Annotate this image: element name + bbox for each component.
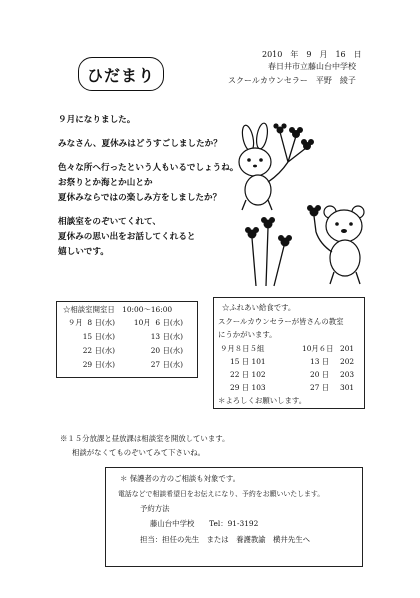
intro-line: みなさん、夏休みはどうすごしましたか？ (58, 139, 222, 149)
schedule-date: 22 日(水) (82, 346, 115, 355)
lunch-class: 301 (340, 383, 355, 392)
school-name: 春日井市立藤山台中学校 (268, 62, 356, 71)
intro-line: お祭りとか海とか山とか (58, 178, 153, 188)
schedule-date: 15 日(水) (82, 332, 115, 341)
lunch-description: スクールカウンセラーが皆さんの教室 (218, 317, 344, 326)
lunch-description: にうかがいます。 (218, 330, 277, 339)
open-room-notice-sub: 相談がなくてものぞいてみて下さいね。 (72, 448, 206, 457)
open-room-notice: ※１５分放課と昼放課は相談室を開放しています。 (60, 434, 230, 443)
lunch-date-class: 15 日 101 (230, 357, 266, 366)
lunch-date: 20 日 (310, 370, 330, 379)
schedule-date: ９月 8 日(水) (67, 318, 115, 327)
intro-line (58, 206, 238, 215)
lunch-date: 13 日 (310, 357, 330, 366)
contact-phone: 藤山台中学校 Tel：91-3192 (150, 519, 259, 528)
lunch-heading: ☆ふれあい給食です。 (222, 303, 296, 312)
consultation-schedule-box (56, 301, 198, 378)
intro-line: ９月になりました。 (58, 115, 136, 125)
schedule-date: 10月 6 日(水) (133, 318, 183, 327)
lunch-class: 202 (340, 357, 355, 366)
schedule-heading: ☆相談室開室日 10:00～16:00 (63, 305, 173, 314)
schedule-date: 13 日(水) (150, 332, 183, 341)
contact-line: 担当：担任の先生 または 養護教諭 横井先生へ (140, 535, 310, 544)
intro-line: 色々な所へ行ったという人もいるでしょうね。 (58, 163, 239, 173)
intro-line (58, 152, 238, 161)
parent-contact-box (105, 467, 363, 567)
lunch-date-class: ９月８日５組 (220, 344, 265, 353)
lunch-class: 201 (340, 344, 355, 353)
contact-line: 予約方法 (140, 504, 170, 513)
contact-line: 電話などで相談希望日をお伝えになり、予約をお願いいたします。 (118, 490, 325, 498)
intro-text (58, 113, 238, 260)
schedule-date: 20 日(水) (150, 346, 183, 355)
author-line: スクールカウンセラー 平野 綾子 (228, 76, 356, 85)
bear-with-flowers-illustration (244, 198, 374, 290)
school-lunch-visit-box (213, 297, 365, 409)
contact-line: ＊ 保護者の方のご相談も対象です。 (120, 474, 241, 483)
schedule-date: 29 日(水) (82, 360, 115, 369)
schedule-date: 27 日(水) (150, 360, 183, 369)
lunch-date-class: 22 日 102 (230, 370, 266, 379)
lunch-date: 27 日 (310, 383, 330, 392)
intro-line: 嬉しいです。 (58, 247, 109, 257)
lunch-class: 203 (340, 370, 355, 379)
intro-line: 相談室をのぞいてくれて、 (58, 217, 161, 227)
issue-date: 2010 年 9 月 16 日 (262, 50, 362, 59)
intro-line (58, 128, 238, 137)
lunch-date-class: 29 日 103 (230, 383, 266, 392)
newsletter-title: ひだまり (78, 57, 164, 91)
intro-line: 夏休みの思い出をお話してくれると (58, 232, 196, 242)
intro-line: 夏休みならではの楽しみ方をしましたか？ (58, 193, 222, 203)
lunch-date: 10月６日 (302, 344, 334, 353)
lunch-footer: ＊よろしくお願いします。 (218, 396, 307, 405)
